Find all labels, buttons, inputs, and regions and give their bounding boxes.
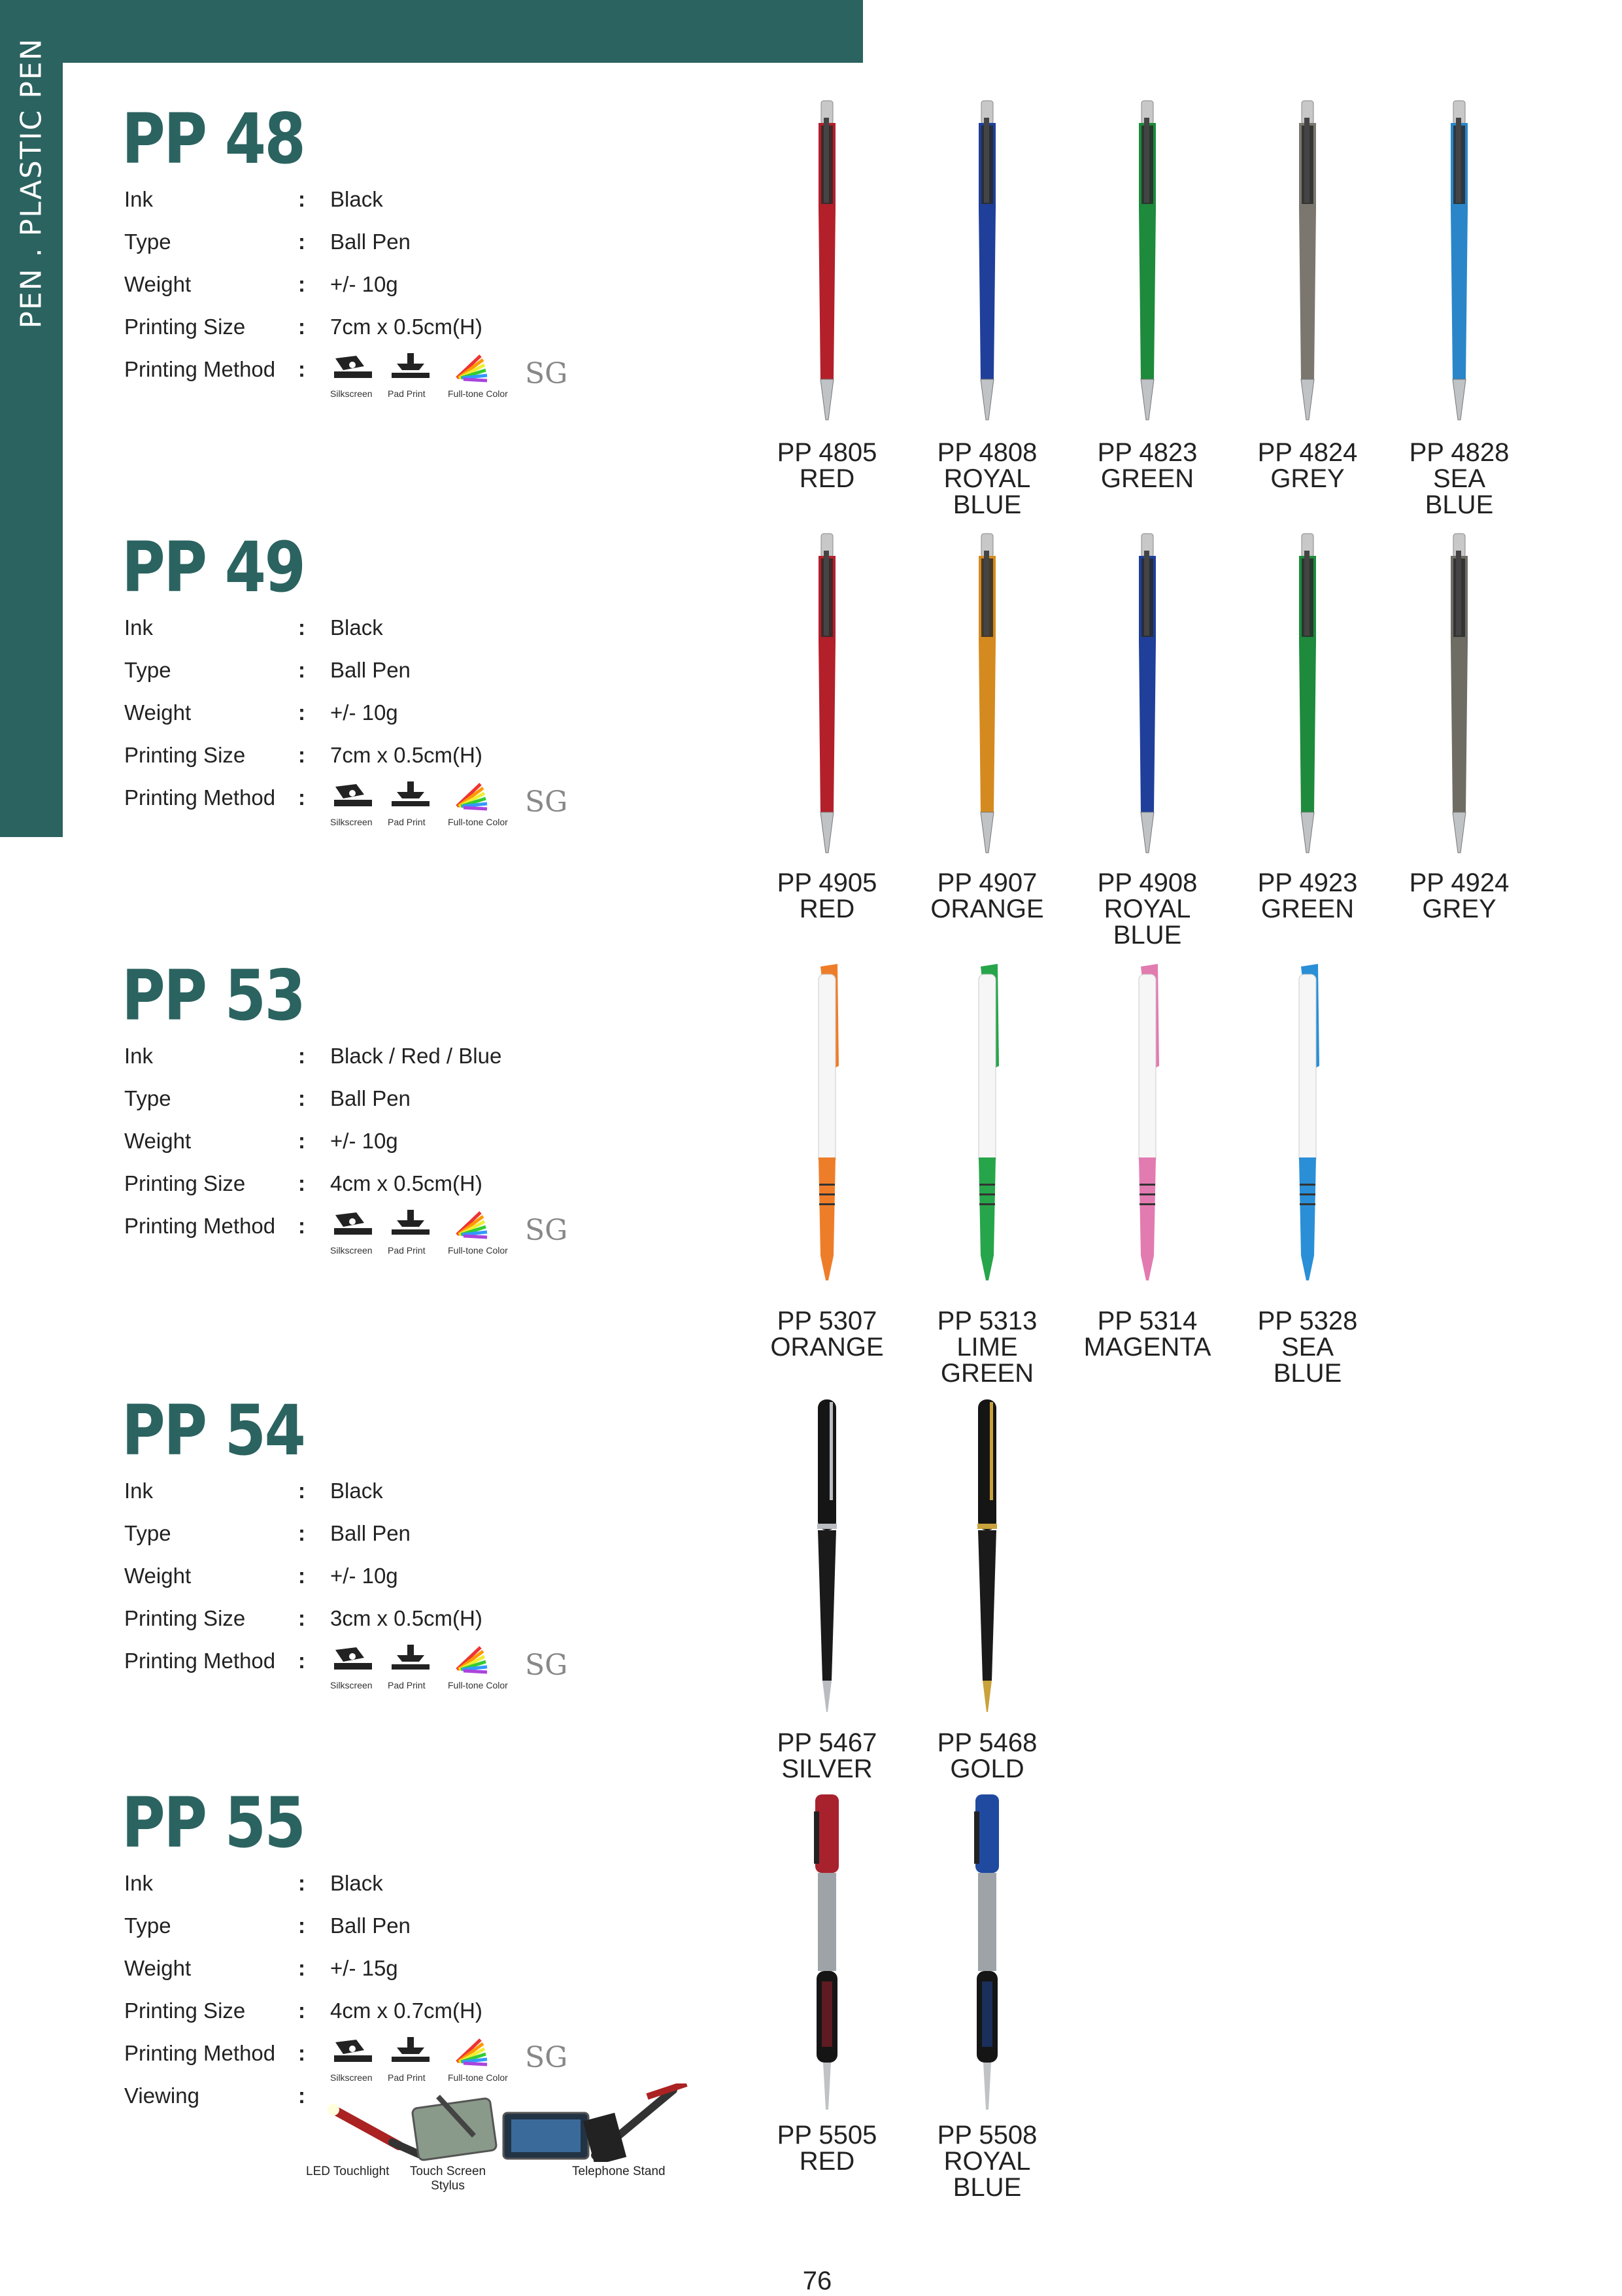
spec-colon: : — [298, 1998, 305, 2023]
spec-value: 7cm x 0.5cm(H) — [330, 315, 482, 339]
pen-image — [961, 961, 1013, 1292]
pen-code: PP 5314 — [1097, 1307, 1198, 1335]
pad-print-icon — [388, 1643, 433, 1690]
pen-image — [1121, 98, 1174, 428]
pen-code: PP 5307 — [777, 1307, 877, 1335]
spec-label: Printing Method — [124, 1214, 276, 1238]
pen-code: PP 4924 — [1409, 868, 1510, 897]
spec-value: +/- 10g — [330, 1564, 398, 1588]
spec-label: Ink — [124, 615, 154, 640]
spec-label: Ink — [124, 1871, 154, 1895]
model-title: PP 55 — [122, 1783, 305, 1863]
pen-color-name: ROYAL — [943, 2147, 1031, 2176]
page-number: 76 — [802, 2267, 832, 2295]
spec-label: Printing Method — [124, 357, 276, 381]
spec-colon: : — [298, 1564, 305, 1588]
spec-colon: : — [298, 1171, 305, 1195]
spec-colon: : — [298, 1521, 305, 1545]
pen-image — [961, 98, 1013, 428]
pen-color-name: BLUE — [1425, 490, 1494, 519]
header-band — [0, 0, 863, 63]
pen-code: PP 4808 — [937, 438, 1038, 467]
pen-color-name: SILVER — [781, 1755, 873, 1783]
pen-image — [1121, 961, 1174, 1292]
pen-color-name: ORANGE — [770, 1333, 884, 1362]
viewing-photo-strip — [307, 2083, 700, 2162]
pen-code: PP 4828 — [1409, 438, 1510, 467]
pen-image — [1433, 98, 1485, 428]
spec-value: Black — [330, 1479, 383, 1503]
pen-color-name: ROYAL — [1104, 895, 1191, 923]
pen-color-name: BLUE — [1273, 1359, 1342, 1388]
spec-colon: : — [298, 785, 305, 810]
silkscreen-icon — [330, 1643, 376, 1690]
silkscreen-icon — [330, 2036, 376, 2083]
full-tone-color-icon — [448, 780, 508, 827]
pen-label — [909, 2122, 1066, 2201]
spec-label: Ink — [124, 1479, 154, 1503]
model-title: PP 49 — [122, 527, 305, 608]
sidebar-band — [0, 0, 63, 837]
spec-label: Printing Method — [124, 2041, 276, 2065]
pen-code: PP 5468 — [937, 1728, 1038, 1757]
spec-label: Weight — [124, 1564, 192, 1588]
pen-label — [909, 1308, 1066, 1386]
full-tone-color-icon — [448, 1208, 508, 1256]
spec-value: +/- 15g — [330, 1956, 398, 1980]
spec-colon: : — [298, 615, 305, 640]
full-tone-color-icon — [448, 1643, 508, 1690]
silkscreen-icon — [330, 352, 376, 399]
spec-label: Viewing — [124, 2083, 199, 2108]
pen-image — [801, 531, 853, 861]
model-title: PP 53 — [122, 955, 305, 1036]
pen-label — [1381, 870, 1538, 922]
spec-colon: : — [298, 2083, 305, 2108]
pen-color-name: BLUE — [953, 490, 1022, 519]
pen-image — [801, 98, 853, 428]
spec-label: Printing Method — [124, 785, 276, 810]
pen-image — [801, 1792, 853, 2122]
pen-label — [749, 2122, 905, 2174]
model-title: PP 54 — [122, 1390, 305, 1471]
pen-code: PP 5313 — [937, 1307, 1038, 1335]
pen-label — [749, 1730, 905, 1782]
sg-mark: SG — [525, 2041, 568, 2074]
spec-colon: : — [298, 1214, 305, 1238]
pen-color-name: GOLD — [950, 1755, 1024, 1783]
spec-label: Type — [124, 1521, 171, 1545]
pen-code: PP 4805 — [777, 438, 877, 467]
spec-label: Weight — [124, 1956, 192, 1980]
pad-print-icon — [388, 2036, 433, 2083]
viewing-images — [307, 2083, 700, 2195]
pen-image — [1281, 98, 1334, 428]
spec-colon: : — [298, 272, 305, 296]
pen-image — [961, 1393, 1013, 1723]
method-caption: Pad Print — [388, 1245, 426, 1256]
spec-label: Type — [124, 1913, 171, 1938]
pen-label — [1069, 439, 1226, 492]
method-caption: Pad Print — [388, 2072, 426, 2083]
spec-colon: : — [298, 1479, 305, 1503]
spec-label: Type — [124, 658, 171, 682]
pen-color-name: BLUE — [1113, 921, 1182, 950]
method-caption: Silkscreen — [330, 1245, 373, 1256]
full-tone-color-icon — [448, 2036, 508, 2083]
spec-value: Ball Pen — [330, 1086, 411, 1110]
pad-print-icon — [388, 1208, 433, 1256]
sg-mark: SG — [525, 785, 568, 819]
spec-label: Weight — [124, 700, 192, 725]
spec-value: Black — [330, 1871, 383, 1895]
spec-value: +/- 10g — [330, 1129, 398, 1153]
pen-color-name: MAGENTA — [1083, 1333, 1211, 1362]
pen-color-name: ORANGE — [930, 895, 1044, 923]
pad-print-icon — [388, 780, 433, 827]
silkscreen-icon — [330, 780, 376, 827]
spec-colon: : — [298, 2041, 305, 2065]
spec-colon: : — [298, 357, 305, 381]
touch-screen-stylus-image — [412, 2097, 497, 2161]
pen-label — [909, 870, 1066, 922]
viewing-caption: Touch Screen Stylus — [409, 2165, 486, 2193]
spec-label: Ink — [124, 187, 154, 211]
spec-label: Printing Size — [124, 1606, 246, 1630]
method-caption: Pad Print — [388, 388, 426, 399]
spec-label: Printing Size — [124, 1171, 246, 1195]
pen-label — [749, 870, 905, 922]
pen-label — [1229, 870, 1386, 922]
spec-value: Ball Pen — [330, 1913, 411, 1938]
pen-code: PP 5467 — [777, 1728, 877, 1757]
pen-color-name: ROYAL — [943, 464, 1031, 493]
pen-image — [1281, 961, 1334, 1292]
spec-label: Printing Size — [124, 1998, 246, 2023]
method-caption: Full-tone Color — [448, 388, 508, 399]
led-touchlight-image — [328, 2104, 422, 2155]
spec-value: Black — [330, 187, 383, 211]
pen-color-name: BLUE — [953, 2173, 1022, 2202]
pen-label — [909, 439, 1066, 518]
spec-colon: : — [298, 315, 305, 339]
spec-value: Ball Pen — [330, 658, 411, 682]
pen-code: PP 5328 — [1257, 1307, 1358, 1335]
spec-label: Weight — [124, 1129, 192, 1153]
spec-colon: : — [298, 1956, 305, 1980]
method-caption: Full-tone Color — [448, 1245, 508, 1256]
pen-image — [1433, 531, 1485, 861]
pen-color-name: RED — [799, 464, 855, 493]
sg-mark: SG — [525, 357, 568, 390]
pen-label — [1069, 1308, 1226, 1360]
spec-label: Type — [124, 230, 171, 254]
pen-code: PP 4905 — [777, 868, 877, 897]
pen-code: PP 4907 — [937, 868, 1038, 897]
method-caption: Pad Print — [388, 1680, 426, 1690]
viewing-caption: LED Touchlight — [306, 2165, 390, 2178]
method-caption: Full-tone Color — [448, 817, 508, 827]
pen-label — [1381, 439, 1538, 518]
section-label: PEN . PLASTIC PEN — [14, 37, 48, 329]
spec-label: Type — [124, 1086, 171, 1110]
pen-color-name: LIME — [956, 1333, 1018, 1362]
pen-label — [1069, 870, 1226, 948]
pen-color-name: SEA — [1281, 1333, 1334, 1362]
pen-color-name: GREEN — [940, 1359, 1034, 1388]
pen-code: PP 5508 — [937, 2121, 1038, 2150]
spec-value: 3cm x 0.5cm(H) — [330, 1606, 482, 1630]
spec-colon: : — [298, 743, 305, 767]
method-caption: Silkscreen — [330, 388, 373, 399]
sg-mark: SG — [525, 1649, 568, 1682]
pen-image — [961, 531, 1013, 861]
spec-colon: : — [298, 1649, 305, 1673]
method-caption: Silkscreen — [330, 1680, 373, 1690]
pen-code: PP 4824 — [1257, 438, 1358, 467]
spec-label: Printing Method — [124, 1649, 276, 1673]
pen-code: PP 4823 — [1097, 438, 1198, 467]
method-caption: Full-tone Color — [448, 1680, 508, 1690]
pen-color-name: RED — [799, 2147, 855, 2176]
spec-label: Printing Size — [124, 743, 246, 767]
silkscreen-icon — [330, 1208, 376, 1256]
pen-code: PP 4923 — [1257, 868, 1358, 897]
spec-colon: : — [298, 1871, 305, 1895]
model-title: PP 48 — [122, 99, 305, 179]
spec-colon: : — [298, 1086, 305, 1110]
pad-print-icon — [388, 352, 433, 399]
spec-label: Printing Size — [124, 315, 246, 339]
pen-image — [801, 961, 853, 1292]
pen-color-name: RED — [799, 895, 855, 923]
pen-label — [1229, 439, 1386, 492]
spec-value: Black — [330, 615, 383, 640]
pen-color-name: SEA — [1432, 464, 1486, 493]
pen-color-name: GREY — [1270, 464, 1345, 493]
telephone-stand-image — [503, 2083, 686, 2162]
pen-image — [1121, 531, 1174, 861]
spec-value: 7cm x 0.5cm(H) — [330, 743, 482, 767]
pen-label — [749, 439, 905, 492]
spec-value: 4cm x 0.7cm(H) — [330, 1998, 482, 2023]
viewing-caption: Telephone Stand — [572, 2165, 666, 2178]
pen-color-name: GREEN — [1100, 464, 1194, 493]
pen-label — [909, 1730, 1066, 1782]
spec-value: Ball Pen — [330, 230, 411, 254]
spec-colon: : — [298, 1606, 305, 1630]
spec-value: 4cm x 0.5cm(H) — [330, 1171, 482, 1195]
spec-label: Weight — [124, 272, 192, 296]
pen-image — [961, 1792, 1013, 2122]
spec-value: Ball Pen — [330, 1521, 411, 1545]
spec-colon: : — [298, 1913, 305, 1938]
pen-color-name: GREY — [1422, 895, 1496, 923]
spec-value: +/- 10g — [330, 272, 398, 296]
pen-color-name: GREEN — [1260, 895, 1355, 923]
spec-colon: : — [298, 187, 305, 211]
spec-value: Black / Red / Blue — [330, 1044, 502, 1068]
method-caption: Pad Print — [388, 817, 426, 827]
spec-value: +/- 10g — [330, 700, 398, 725]
spec-colon: : — [298, 230, 305, 254]
spec-label: Ink — [124, 1044, 154, 1068]
method-caption: Full-tone Color — [448, 2072, 508, 2083]
spec-colon: : — [298, 658, 305, 682]
pen-image — [1281, 531, 1334, 861]
pen-label — [749, 1308, 905, 1360]
spec-colon: : — [298, 1129, 305, 1153]
sg-mark: SG — [525, 1214, 568, 1247]
full-tone-color-icon — [448, 352, 508, 399]
spec-colon: : — [298, 1044, 305, 1068]
method-caption: Silkscreen — [330, 817, 373, 827]
method-caption: Silkscreen — [330, 2072, 373, 2083]
pen-image — [801, 1393, 853, 1723]
spec-colon: : — [298, 700, 305, 725]
pen-code: PP 5505 — [777, 2121, 877, 2150]
pen-code: PP 4908 — [1097, 868, 1198, 897]
pen-label — [1229, 1308, 1386, 1386]
